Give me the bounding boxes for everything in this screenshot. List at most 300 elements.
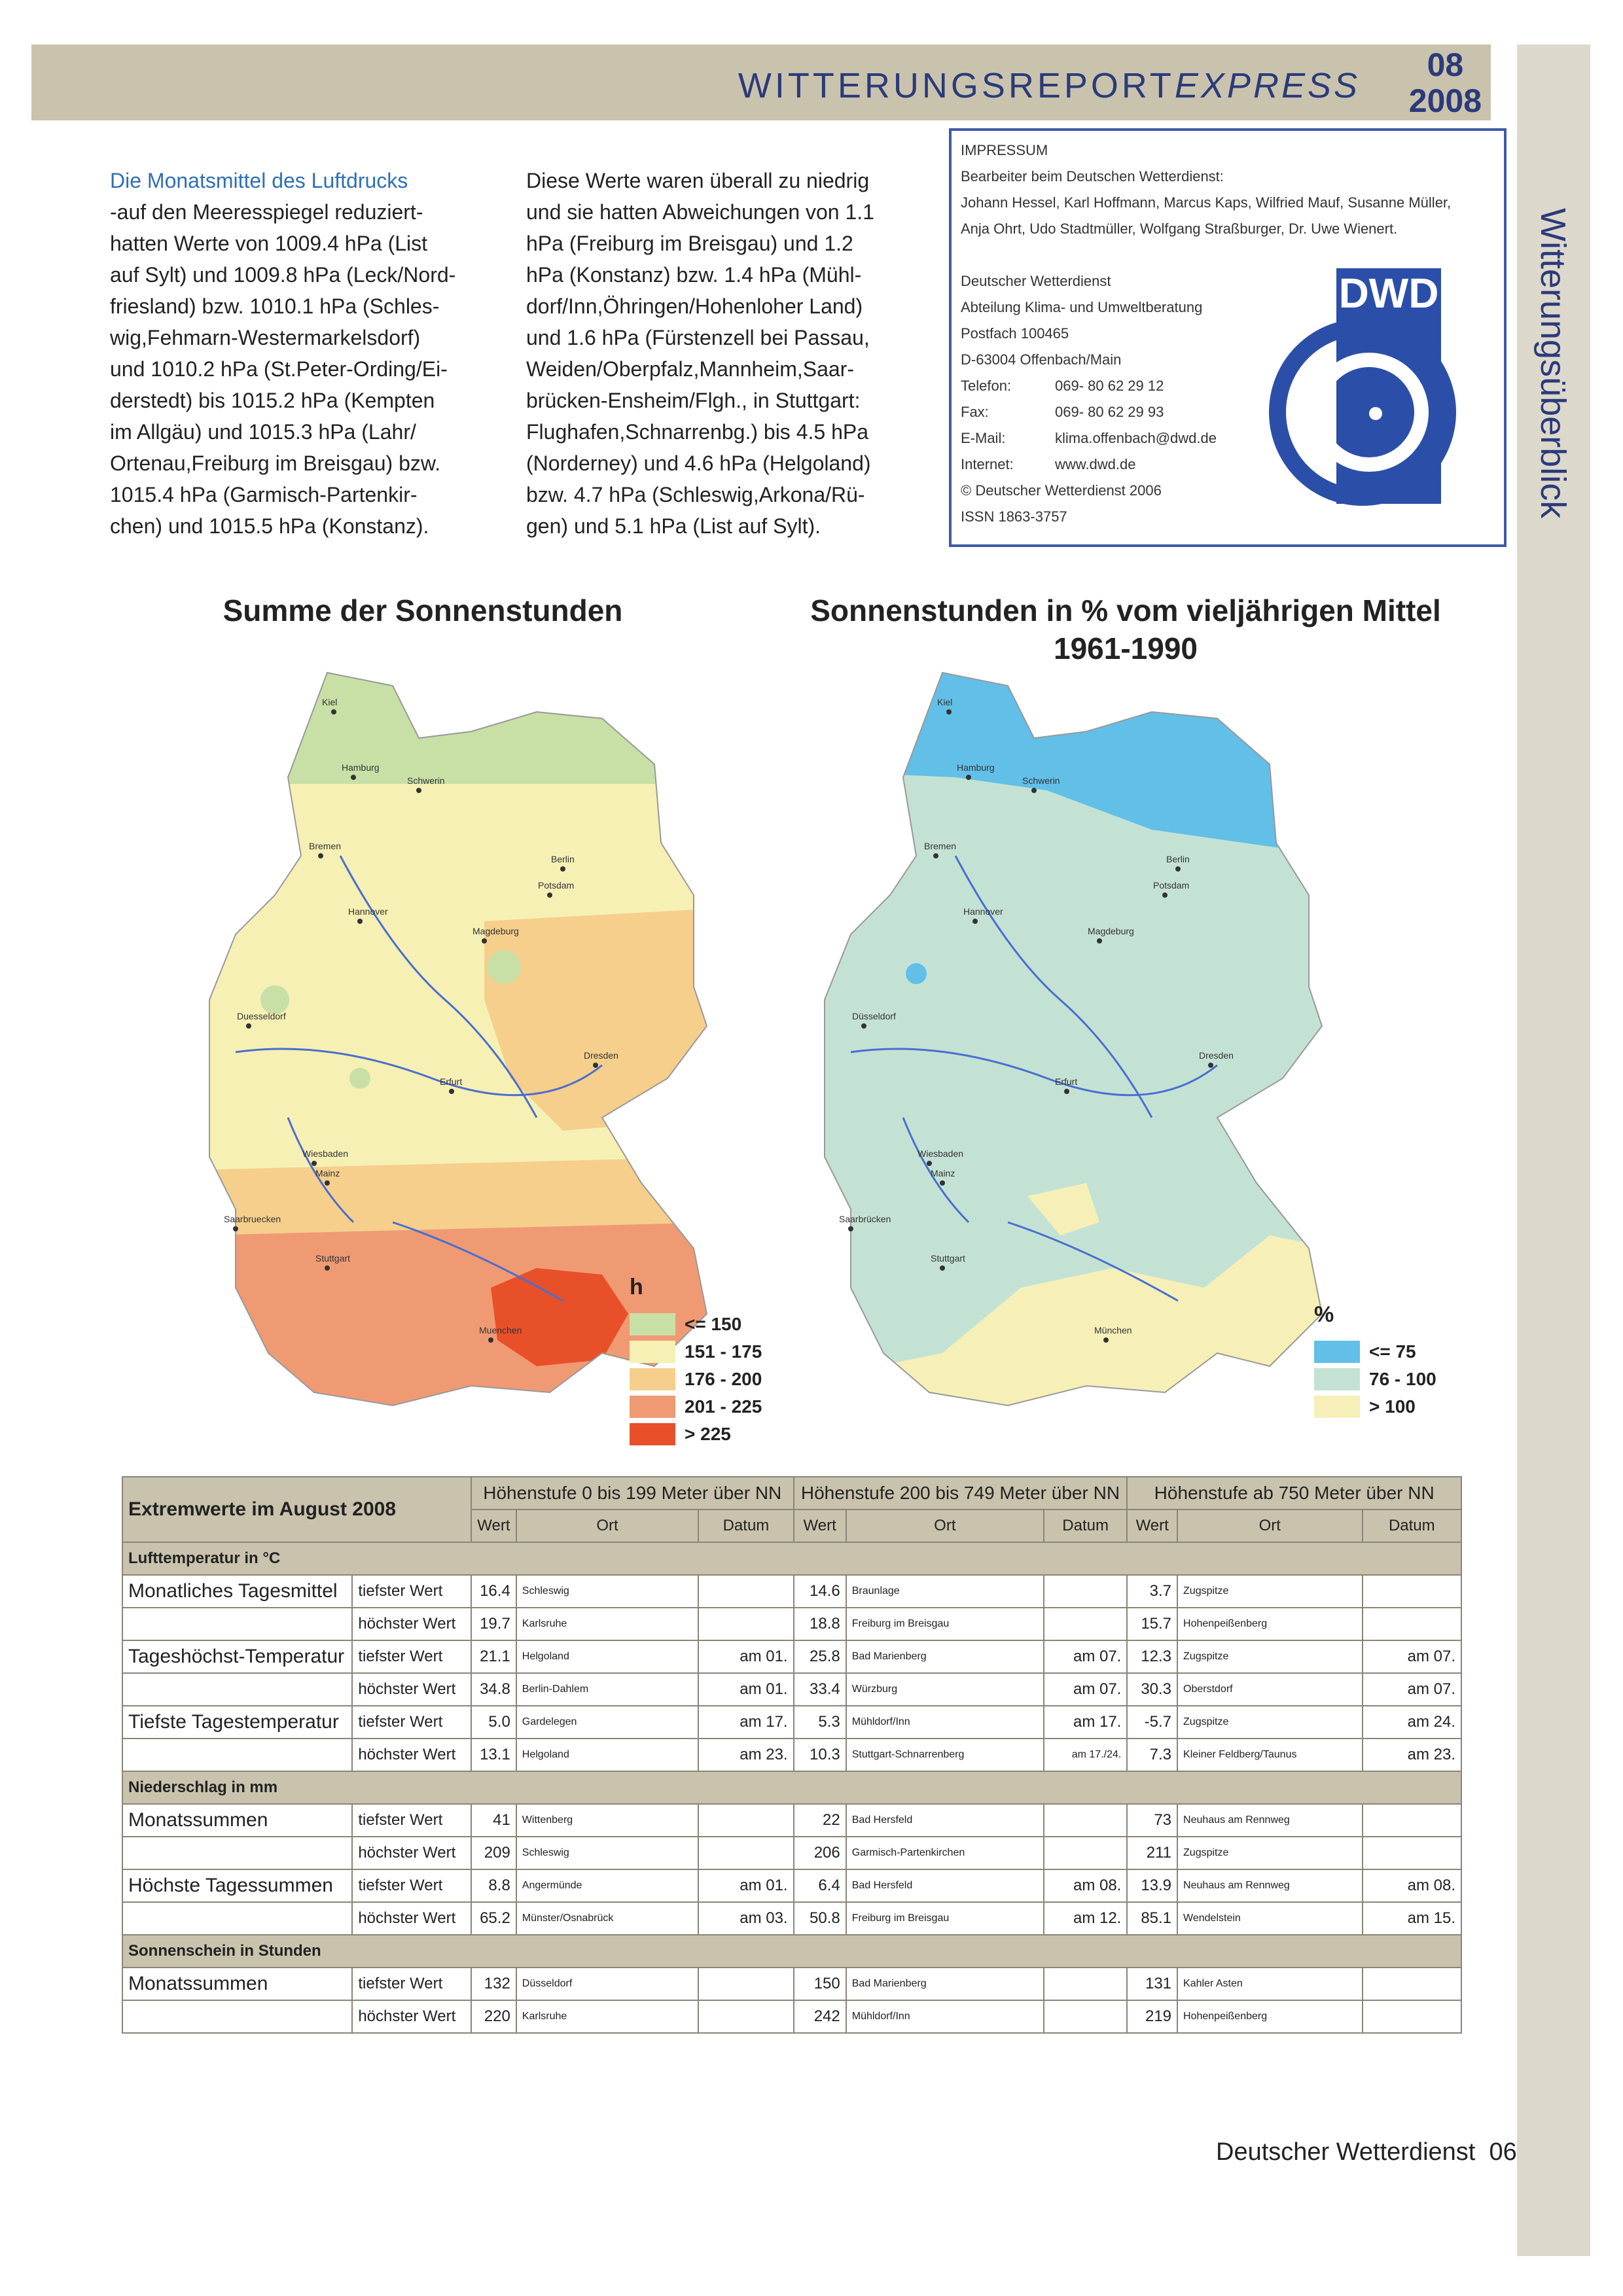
city-label: Schwerin (1022, 775, 1060, 786)
cell-date (698, 1804, 793, 1837)
pressure-text-left (110, 165, 516, 542)
city-label: Bremen (309, 841, 342, 851)
cell-date (698, 2000, 793, 2033)
cell-value: 10.3 (794, 1739, 846, 1771)
city-label: Hannover (348, 906, 388, 917)
row-type: tiefster Wert (352, 1640, 471, 1673)
section-row (122, 1935, 1461, 1968)
table-row (122, 1968, 1461, 2000)
cell-station: Oberstdorf (1177, 1673, 1363, 1706)
cell-station: Zugspitze (1177, 1706, 1363, 1739)
row-category: Monatliches Tagesmittel (122, 1575, 352, 1608)
row-type: höchster Wert (352, 2000, 471, 2033)
city-label: Duesseldorf (237, 1011, 286, 1021)
pressure-heading: Die Monatsmittel des Luftdrucks (110, 169, 408, 192)
cell-date (1363, 1804, 1461, 1837)
sunshine-legend (630, 1275, 762, 1448)
zone-header-1: Höhenstufe 0 bis 199 Meter über NN (471, 1477, 794, 1510)
header-bar (31, 44, 1491, 120)
impressum-city: D-63004 Offenbach/Main (961, 351, 1122, 368)
legend-item (630, 1311, 762, 1338)
text-line: dorf/Inn,Öhringen/Hohenloher Land) (526, 294, 863, 318)
city-label: Erfurt (1055, 1076, 1078, 1087)
city-label: Wiesbaden (302, 1148, 349, 1159)
legend-label: <= 150 (685, 1314, 742, 1334)
section-row (122, 1771, 1461, 1804)
city-label: Potsdam (1153, 880, 1190, 891)
row-type: tiefster Wert (352, 1804, 471, 1837)
cell-date (1044, 1575, 1127, 1608)
zone-header-2: Höhenstufe 200 bis 749 Meter über NN (794, 1477, 1128, 1510)
city-marker (449, 1089, 454, 1094)
cell-date: am 07. (1044, 1640, 1127, 1673)
row-type: höchster Wert (352, 1902, 471, 1935)
cell-station: Stuttgart-Schnarrenberg (846, 1739, 1044, 1771)
cell-date (698, 1837, 793, 1869)
table-row (122, 1706, 1461, 1739)
city-marker (416, 788, 421, 793)
city-marker (933, 853, 938, 858)
city-marker (972, 919, 978, 924)
cell-station: Helgoland (516, 1640, 699, 1673)
city-label: Magdeburg (473, 926, 519, 936)
cell-value: 14.6 (794, 1575, 846, 1608)
cell-station: Wittenberg (516, 1804, 699, 1837)
table-row (122, 1902, 1461, 1935)
cell-value: 132 (471, 1968, 516, 2000)
city-marker (861, 1023, 866, 1029)
text-line: bzw. 4.7 hPa (Schleswig,Arkona/Rü- (526, 483, 865, 506)
cell-value: 50.8 (794, 1902, 846, 1935)
mail-link[interactable]: klima.offenbach@dwd.de (1055, 430, 1217, 446)
city-label: Hannover (963, 906, 1003, 917)
cell-date: am 15. (1363, 1902, 1461, 1935)
sub-header-wert: Wert (471, 1510, 516, 1542)
cell-station: Braunlage (846, 1575, 1044, 1608)
cell-value: 150 (794, 1968, 846, 2000)
city-label: Dresden (584, 1050, 618, 1061)
cell-station: Bad Hersfeld (846, 1804, 1044, 1837)
city-marker (482, 938, 487, 944)
text-line: hPa (Konstanz) bzw. 1.4 hPa (Mühl- (526, 263, 862, 287)
city-label: Saarbrücken (839, 1214, 891, 1224)
cell-station: Schleswig (516, 1575, 699, 1608)
city-label: Kiel (937, 697, 953, 707)
cell-date: am 17./24. (1044, 1739, 1127, 1771)
city-label: Hamburg (957, 762, 995, 773)
city-marker (357, 919, 363, 924)
sunshine-percent-map (812, 660, 1335, 1445)
cell-value: 41 (471, 1804, 516, 1837)
city-marker (351, 775, 356, 780)
cell-date (1044, 1608, 1127, 1640)
cell-value: 6.4 (794, 1869, 846, 1902)
cell-value: 13.1 (471, 1739, 516, 1771)
cell-value: 8.8 (471, 1869, 516, 1902)
city-marker (927, 1161, 932, 1166)
cell-date: am 07. (1363, 1673, 1461, 1706)
cell-date: am 03. (698, 1902, 793, 1935)
web-label: Internet: (961, 456, 1014, 472)
legend-item (1314, 1338, 1436, 1366)
legend-swatch (630, 1423, 675, 1445)
sub-header-ort: Ort (1177, 1510, 1363, 1542)
cell-value: 19.7 (471, 1608, 516, 1640)
fax-value: 069- 80 62 29 93 (1055, 404, 1164, 420)
map-left-title: Summe der Sonnenstunden (223, 593, 623, 627)
city-marker (593, 1063, 598, 1068)
cell-date: am 01. (698, 1673, 793, 1706)
issn: ISSN 1863-3757 (961, 508, 1067, 525)
cell-value: 18.8 (794, 1608, 846, 1640)
impressum-box (949, 128, 1507, 547)
cell-date (1044, 2000, 1127, 2033)
city-marker (1175, 866, 1181, 872)
cell-date (1044, 1804, 1127, 1837)
city-marker (1097, 938, 1102, 944)
cell-date: am 01. (698, 1640, 793, 1673)
cell-value: 242 (794, 2000, 846, 2033)
city-marker (325, 1265, 330, 1271)
city-marker (318, 853, 323, 858)
legend-label: > 100 (1369, 1396, 1416, 1417)
sub-header-wert: Wert (794, 1510, 846, 1542)
table-row (122, 1837, 1461, 1869)
legend-label: <= 75 (1369, 1341, 1416, 1362)
impressum-editors-1: Johann Hessel, Karl Hoffmann, Marcus Kaps, Wilfried Mauf, Susanne Müller, (961, 194, 1452, 211)
issue-month: 08 (1427, 46, 1464, 83)
cell-station: Münster/Osnabrück (516, 1902, 699, 1935)
row-type: tiefster Wert (352, 1575, 471, 1608)
city-label: Stuttgart (931, 1253, 965, 1263)
city-marker (1031, 788, 1037, 793)
cell-station: Zugspitze (1177, 1640, 1363, 1673)
cell-station: Freiburg im Breisgau (846, 1902, 1044, 1935)
text-line: gen) und 5.1 hPa (List auf Sylt). (526, 514, 821, 538)
cell-station: Neuhaus am Rennweg (1177, 1869, 1363, 1902)
cell-station: Düsseldorf (516, 1968, 699, 2000)
text-line: und 1010.2 hPa (St.Peter-Ording/Ei- (110, 357, 448, 381)
map-right-title (759, 592, 1492, 667)
cell-value: 33.4 (794, 1673, 846, 1706)
legend-item (630, 1338, 762, 1366)
text-line: auf Sylt) und 1009.8 hPa (Leck/Nord- (110, 263, 456, 287)
city-label: München (1094, 1325, 1132, 1335)
cell-date: am 07. (1044, 1673, 1127, 1706)
sub-header-datum: Datum (698, 1510, 793, 1542)
legend-item (630, 1421, 762, 1448)
cell-date (698, 1608, 793, 1640)
text-line: im Allgäu) und 1015.3 hPa (Lahr/ (110, 420, 416, 444)
city-label: Saarbruecken (224, 1214, 281, 1224)
cell-station: Garmisch-Partenkirchen (846, 1837, 1044, 1869)
text-line: Ortenau,Freiburg im Breisgau) bzw. (110, 451, 441, 475)
legend-swatch (1314, 1396, 1360, 1418)
pressure-text-middle (526, 165, 932, 542)
issue-badge (1409, 46, 1482, 118)
sub-header-datum: Datum (1363, 1510, 1461, 1542)
city-label: Wiesbaden (918, 1148, 964, 1159)
cell-value: 12.3 (1127, 1640, 1177, 1673)
city-label: Stuttgart (315, 1253, 350, 1263)
text-line: Flughafen,Schnarrenbg.) bis 4.5 hPa (526, 420, 868, 444)
legend-item (1314, 1366, 1436, 1393)
cell-station: Würzburg (846, 1673, 1044, 1706)
row-type: tiefster Wert (352, 1869, 471, 1902)
text-line: (Norderney) und 4.6 hPa (Helgoland) (526, 451, 871, 475)
cell-date: am 12. (1044, 1902, 1127, 1935)
text-line: brücken-Ensheim/Flgh., in Stuttgart: (526, 389, 861, 412)
row-type: tiefster Wert (352, 1706, 471, 1739)
city-label: Düsseldorf (852, 1011, 896, 1021)
table-row (122, 1575, 1461, 1608)
row-category (122, 2000, 352, 2033)
cell-station: Zugspitze (1177, 1575, 1363, 1608)
city-marker (560, 866, 565, 872)
row-category: Monatssummen (122, 1804, 352, 1837)
city-marker (1064, 1089, 1069, 1094)
legend-swatch (630, 1341, 675, 1363)
legend-item (1314, 1393, 1436, 1421)
city-marker (246, 1023, 251, 1029)
cell-date (1363, 1968, 1461, 2000)
cell-station: Bad Marienberg (846, 1640, 1044, 1673)
cell-station: Bad Hersfeld (846, 1869, 1044, 1902)
report-title-italic: EXPRESS (1174, 66, 1360, 105)
zone-header-3: Höhenstufe ab 750 Meter über NN (1127, 1477, 1461, 1510)
cell-value: 22 (794, 1804, 846, 1837)
section-title: Lufttemperatur in °C (122, 1542, 1461, 1575)
cell-station: Schleswig (516, 1837, 699, 1869)
text-line: friesland) bzw. 1010.1 hPa (Schles- (110, 294, 440, 318)
city-label: Hamburg (342, 762, 380, 773)
text-line: wig,Fehmarn-Westermarkelsdorf) (110, 326, 421, 349)
text-line: hatten Werte von 1009.4 hPa (List (110, 232, 428, 255)
city-marker (1162, 892, 1168, 898)
cell-station: Berlin-Dahlem (516, 1673, 699, 1706)
city-label: Mainz (931, 1168, 955, 1178)
cell-date: am 17. (698, 1706, 793, 1739)
city-marker (312, 1161, 317, 1166)
row-category (122, 1837, 352, 1869)
tel-value: 069- 80 62 29 12 (1055, 378, 1164, 394)
cell-date (1044, 1837, 1127, 1869)
city-marker (940, 1265, 945, 1271)
cell-station: Gardelegen (516, 1706, 699, 1739)
page-number: 06 (1489, 2138, 1517, 2166)
row-type: höchster Wert (352, 1837, 471, 1869)
impressum-org: Deutscher Wetterdienst (961, 273, 1111, 289)
row-category (122, 1902, 352, 1935)
city-label: Kiel (322, 697, 338, 707)
table-title: Extremwerte im August 2008 (122, 1477, 471, 1542)
cell-date: am 08. (1363, 1869, 1461, 1902)
row-type: höchster Wert (352, 1608, 471, 1640)
cell-date (1363, 2000, 1461, 2033)
cell-date (1044, 1968, 1127, 2000)
cell-station: Kleiner Feldberg/Taunus (1177, 1739, 1363, 1771)
legend-swatch (630, 1368, 675, 1390)
cell-station: Hohenpeißenberg (1177, 1608, 1363, 1640)
cell-station: Helgoland (516, 1739, 699, 1771)
city-label: Mainz (315, 1168, 340, 1178)
map-right-title-line2: 1961-1990 (1054, 631, 1198, 665)
row-category (122, 1673, 352, 1706)
text-line: 1015.4 hPa (Garmisch-Partenkir- (110, 483, 418, 506)
row-category (122, 1608, 352, 1640)
row-category: Höchste Tagessummen (122, 1869, 352, 1902)
cell-station: Zugspitze (1177, 1837, 1363, 1869)
cell-date: am 07. (1363, 1640, 1461, 1673)
section-title: Sonnenschein in Stunden (122, 1935, 1461, 1968)
cell-station: Bad Marienberg (846, 1968, 1044, 2000)
city-label: Bremen (924, 841, 957, 851)
legend-swatch (630, 1313, 675, 1335)
side-label-text: Witterungsüberblick (1533, 208, 1573, 519)
side-label (1517, 208, 1590, 548)
cell-date: am 01. (698, 1869, 793, 1902)
cell-value: 7.3 (1127, 1739, 1177, 1771)
cell-date: am 17. (1044, 1706, 1127, 1739)
impressum-editors-intro: Bearbeiter beim Deutschen Wetterdienst: (961, 168, 1224, 185)
text-line: Weiden/Oberpfalz,Mannheim,Saar- (526, 357, 854, 381)
section-row (122, 1542, 1461, 1575)
sub-header-ort: Ort (516, 1510, 699, 1542)
cell-value: 209 (471, 1837, 516, 1869)
cell-station: Wendelstein (1177, 1902, 1363, 1935)
sub-header-wert: Wert (1127, 1510, 1177, 1542)
cell-value: 220 (471, 2000, 516, 2033)
text-line: und 1.6 hPa (Fürstenzell bei Passau, (526, 326, 870, 349)
city-marker (325, 1180, 330, 1186)
cell-value: 3.7 (1127, 1575, 1177, 1608)
row-type: höchster Wert (352, 1739, 471, 1771)
cell-station: Neuhaus am Rennweg (1177, 1804, 1363, 1837)
text-line: derstedt) bis 1015.2 hPa (Kempten (110, 389, 435, 412)
map-right-title-line1: Sonnenstunden in % vom vieljährigen Mittel (810, 593, 1441, 627)
percent-legend (1314, 1302, 1436, 1421)
sub-header-ort: Ort (846, 1510, 1044, 1542)
impressum-heading: IMPRESSUM (961, 142, 1048, 158)
cell-value: 219 (1127, 2000, 1177, 2033)
text-line: und sie hatten Abweichungen von 1.1 (526, 200, 874, 224)
dwd-logo-text: DWD (1338, 270, 1439, 317)
report-title (738, 65, 1360, 106)
legend-label: 176 - 200 (685, 1369, 762, 1389)
cell-station: Karlsruhe (516, 2000, 699, 2033)
cell-station: Karlsruhe (516, 1608, 699, 1640)
cell-station: Angermünde (516, 1869, 699, 1902)
table-row (122, 1869, 1461, 1902)
legend-label: 201 - 225 (685, 1396, 762, 1417)
text-line: -auf den Meeresspiegel reduziert- (110, 200, 423, 224)
city-label: Schwerin (407, 775, 445, 786)
row-category: Tiefste Tagestemperatur (122, 1706, 352, 1739)
city-marker (233, 1226, 238, 1231)
city-label: Berlin (551, 854, 575, 864)
fax-label: Fax: (961, 404, 989, 420)
cell-value: 16.4 (471, 1575, 516, 1608)
cell-value: 131 (1127, 1968, 1177, 2000)
table-row (122, 1673, 1461, 1706)
cell-station: Mühldorf/Inn (846, 1706, 1044, 1739)
cell-value: 211 (1127, 1837, 1177, 1869)
table-row (122, 1739, 1461, 1771)
legend-unit-h: h (630, 1275, 643, 1299)
text-line: hPa (Freiburg im Breisgau) und 1.2 (526, 232, 853, 255)
web-link[interactable]: www.dwd.de (1055, 456, 1136, 472)
issue-year: 2008 (1408, 82, 1482, 119)
row-type: tiefster Wert (352, 1968, 471, 2000)
city-label: Erfurt (440, 1076, 463, 1087)
cell-date: am 23. (698, 1739, 793, 1771)
table-row (122, 1804, 1461, 1837)
footer-org: Deutscher Wetterdienst (1216, 2138, 1476, 2166)
cell-value: 30.3 (1127, 1673, 1177, 1706)
legend-unit-percent: % (1314, 1302, 1334, 1327)
extremes-table (122, 1476, 1462, 2034)
cell-date (698, 1968, 793, 2000)
impressum-dept: Abteilung Klima- und Umweltberatung (961, 299, 1203, 315)
cell-date: am 08. (1044, 1869, 1127, 1902)
cell-station: Freiburg im Breisgau (846, 1608, 1044, 1640)
city-label: Magdeburg (1088, 926, 1134, 936)
dwd-logo (1264, 262, 1461, 523)
legend-swatch (630, 1396, 675, 1418)
city-marker (1208, 1063, 1213, 1068)
impressum-editors-2: Anja Ohrt, Udo Stadtmüller, Wolfgang Straßburger, Dr. Uwe Wienert. (961, 221, 1398, 237)
text-line: Diese Werte waren überall zu niedrig (526, 169, 870, 192)
cell-value: 85.1 (1127, 1902, 1177, 1935)
city-label: Dresden (1199, 1050, 1234, 1061)
legend-label: > 225 (685, 1424, 731, 1444)
cell-date (1363, 1837, 1461, 1869)
city-marker (331, 709, 336, 715)
city-marker (966, 775, 971, 780)
legend-item (630, 1366, 762, 1393)
footer (1216, 2138, 1517, 2166)
city-marker (547, 892, 552, 898)
tel-label: Telefon: (961, 378, 1012, 394)
cell-station: Kahler Asten (1177, 1968, 1363, 2000)
city-marker (848, 1226, 853, 1231)
legend-label: 76 - 100 (1369, 1369, 1436, 1389)
cell-date (698, 1575, 793, 1608)
cell-value: 13.9 (1127, 1869, 1177, 1902)
report-title-main: WITTERUNGSREPORT (738, 66, 1175, 105)
cell-value: 15.7 (1127, 1608, 1177, 1640)
cell-date (1363, 1575, 1461, 1608)
city-marker (940, 1180, 945, 1186)
cell-value: 5.0 (471, 1706, 516, 1739)
table-row (122, 1608, 1461, 1640)
cell-value: 34.8 (471, 1673, 516, 1706)
legend-swatch (1314, 1341, 1360, 1363)
row-category: Monatssummen (122, 1968, 352, 2000)
city-marker (946, 709, 952, 715)
table-row (122, 1640, 1461, 1673)
row-category (122, 1739, 352, 1771)
cell-value: 21.1 (471, 1640, 516, 1673)
cell-value: 73 (1127, 1804, 1177, 1837)
legend-label: 151 - 175 (685, 1341, 762, 1362)
city-label: Muenchen (479, 1325, 522, 1335)
city-label: Potsdam (538, 880, 575, 891)
city-marker (1103, 1337, 1109, 1343)
legend-item (630, 1393, 762, 1421)
sub-header-datum: Datum (1044, 1510, 1127, 1542)
cell-date: am 23. (1363, 1739, 1461, 1771)
